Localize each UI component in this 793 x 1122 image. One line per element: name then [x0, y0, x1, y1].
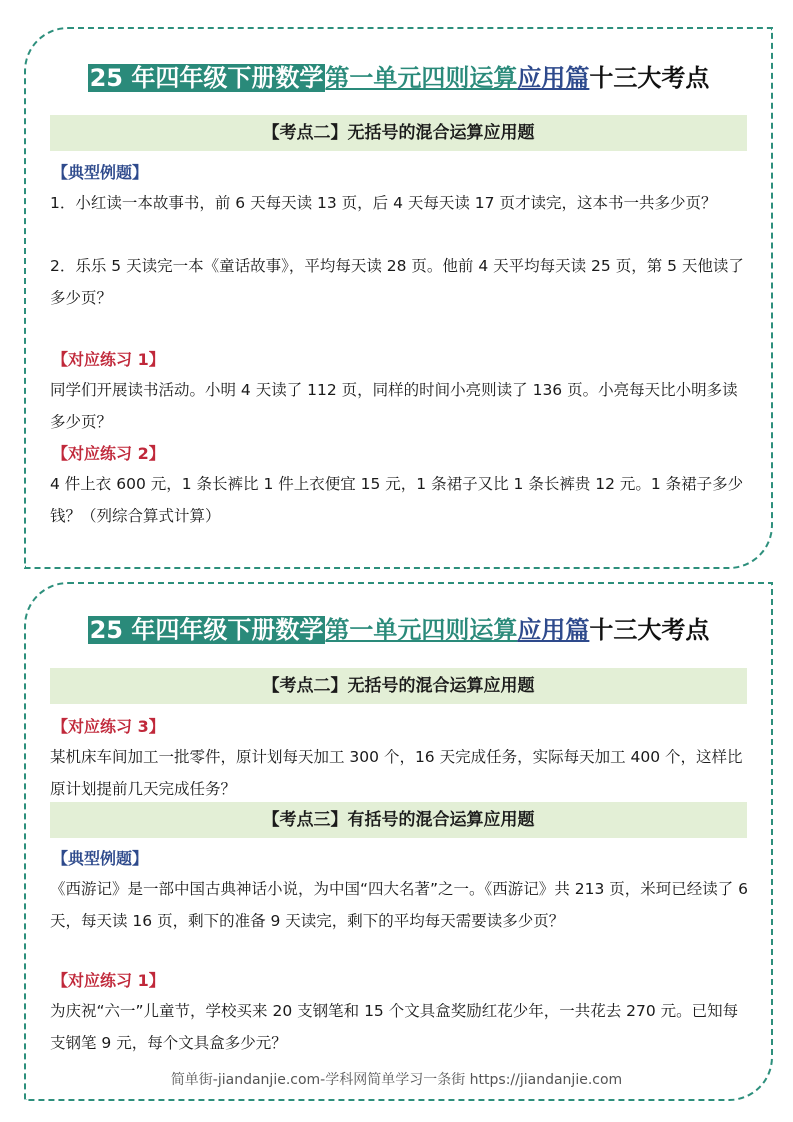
practice-3-label: 【对应练习 3】 [52, 717, 165, 736]
title-part-grade: 25 年四年级下册数学 [89, 616, 324, 644]
worksheet-card-1 [24, 27, 773, 569]
example-question-1: 1．小红读一本故事书，前 6 天每天读 13 页，后 4 天每天读 17 页才读完，这本书一共多少页？ [50, 194, 717, 212]
practice-1-text: 同学们开展读书活动。小明 4 天读了 112 页，同样的时间小亮则读了 136 页。小亮每天比小明多读多少页？ [50, 381, 738, 431]
example-question-2: 2．乐乐 5 天读完一本《童话故事》，平均每天读 28 页。他前 4 天平均每天读 25 页，第 5 天他读了多少页？ [50, 257, 744, 307]
practice-1-label: 【对应练习 1】 [52, 350, 165, 369]
footer-credit: 简单街-jiandanjie.com-学科网简单学习一条街 https://jiandanjie.com [170, 1072, 623, 1088]
worksheet-card-2 [24, 582, 773, 1101]
example-label: 【典型例题】 [52, 849, 149, 868]
example-text: 《西游记》是一部中国古典神话小说，为中国“四大名著”之一。《西游记》共 213 页，米珂已经读了 6 天，每天读 16 页，剩下的准备 9 天读完，剩下的平均每天需要读多少页？ [50, 880, 749, 930]
title-part-grade: 25 年四年级下册数学 [89, 64, 324, 92]
practice-2-label: 【对应练习 2】 [52, 444, 165, 463]
title-part-topics: 十三大考点 [589, 64, 710, 92]
practice-1-text: 为庆祝“六一”儿童节，学校买来 20 支钢笔和 15 个文具盒奖励红花少年，一共花去 270 元。已知每支钢笔 9 元，每个文具盒多少元？ [50, 1002, 739, 1052]
title-part-topics: 十三大考点 [589, 616, 710, 644]
practice-3-text: 某机床车间加工一批零件，原计划每天加工 300 个，16 天完成任务，实际每天加工 400 个，这样比原计划提前几天完成任务？ [50, 748, 743, 798]
section-3-heading: 【考点三】有括号的混合运算应用题 [50, 802, 747, 838]
worksheet-title [26, 58, 771, 98]
title-part-unit: 第一单元四则运算 [325, 64, 518, 92]
section-heading: 【考点二】无括号的混合运算应用题 [50, 668, 747, 704]
title-part-application: 应用篇 [517, 616, 590, 644]
title-part-unit: 第一单元四则运算 [325, 616, 518, 644]
section-heading: 【考点二】无括号的混合运算应用题 [50, 115, 747, 151]
example-label: 【典型例题】 [52, 163, 149, 182]
practice-2-text: 4 件上衣 600 元，1 条长裤比 1 件上衣便宜 15 元，1 条裙子又比 1 条长裤贵 12 元。1 条裙子多少钱？（列综合算式计算） [50, 475, 744, 525]
practice-1-label: 【对应练习 1】 [52, 971, 165, 990]
worksheet-title [26, 610, 771, 650]
title-part-application: 应用篇 [517, 64, 590, 92]
